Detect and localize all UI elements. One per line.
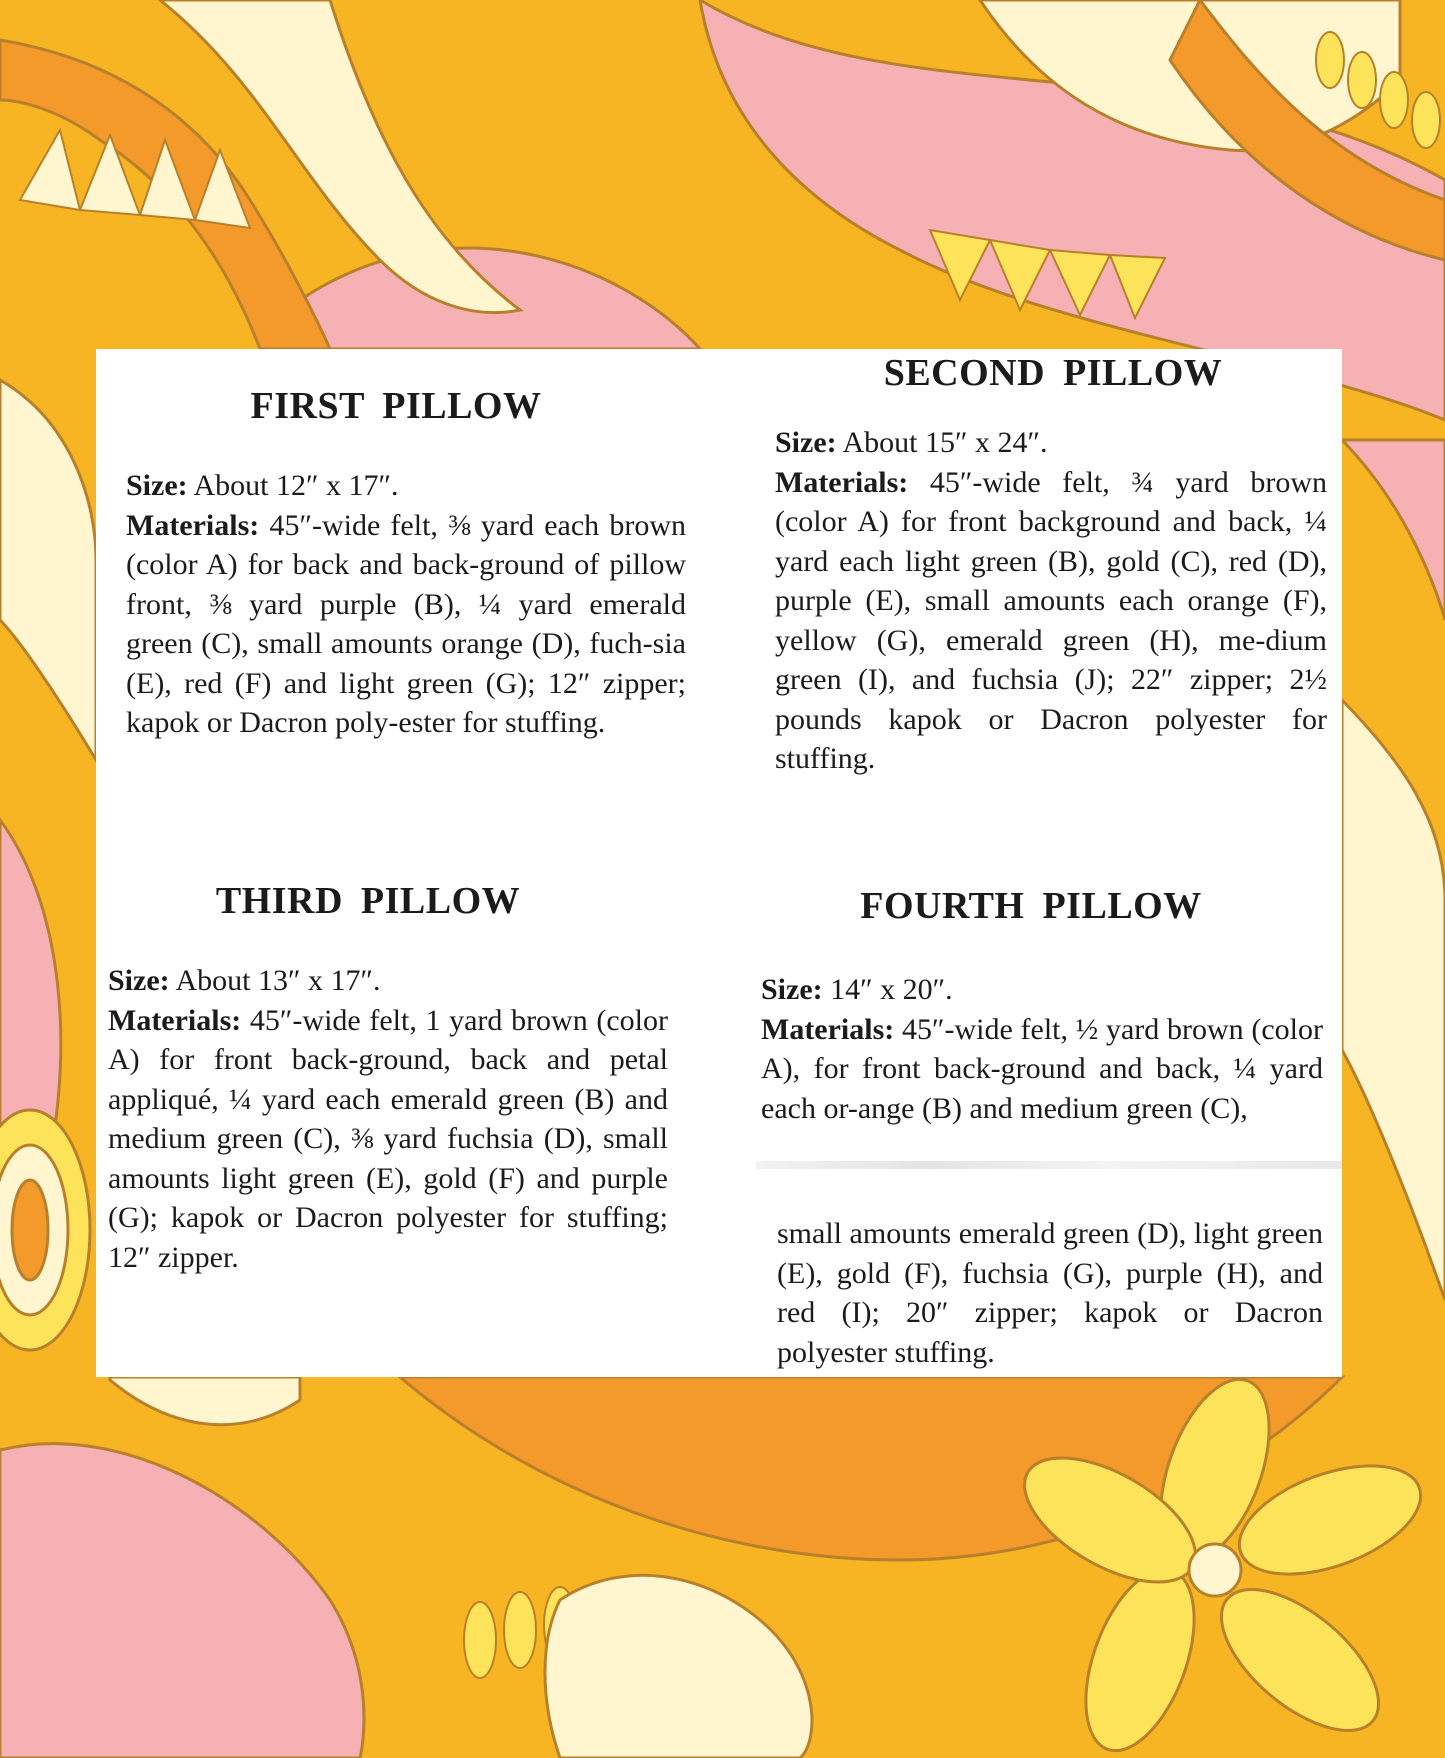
- materials-value: 45″-wide felt, ⅜ yard each brown (color A) for back and back-ground of pillow front, ⅜ yard purple (B), ¼ yard emerald green (C), small amounts orange (D), fuch-sia (E), red (F) and light green (G); 12″ zipper; kapok or Dacron poly-ester for stuffing.: [126, 508, 686, 739]
- materials-value: 45″-wide felt, ½ yard brown (color A), for front back-ground and back, ¼ yard each or-ange (B) and medium green (C),: [761, 1012, 1323, 1125]
- third-pillow-details: [108, 961, 668, 1277]
- second-pillow-title: SECOND PILLOW: [883, 352, 1223, 394]
- second-pillow-details: [775, 423, 1327, 779]
- third-pillow-title: THIRD PILLOW: [215, 880, 521, 922]
- size-label: Size:: [108, 964, 170, 997]
- materials-value: 45″-wide felt, 1 yard brown (color A) for front back-ground, back and petal appliqué, ¼ yard each emerald green (B) and medium green (C), ⅜ yard fuchsia (D), small amounts light green (E), gold (F) and purple (G); kapok or Dacron polyester for stuffing; 12″ zipper.: [108, 1003, 668, 1274]
- first-pillow-details: [126, 466, 686, 743]
- size-label: Size:: [761, 973, 823, 1006]
- first-pillow-title: FIRST PILLOW: [250, 385, 542, 427]
- fourth-pillow-materials-continued: small amounts emerald green (D), light green (E), gold (F), fuchsia (G), purple (H), and red (I); 20″ zipper; kapok or Dacron polyester stuffing.: [777, 1217, 1323, 1369]
- materials-value: 45″-wide felt, ¾ yard brown (color A) for front background and back, ¼ yard each light green (B), gold (C), red (D), purple (E), small amounts each orange (F), yellow (G), emerald green (H), me-dium green (I), and fuchsia (J); 22″ zipper; 2½ pounds kapok or Dacron polyester for stuffing.: [775, 465, 1327, 775]
- first-pillow-section: [126, 384, 686, 743]
- third-pillow-section: [108, 879, 668, 1277]
- size-value: About 13″ x 17″.: [169, 964, 381, 997]
- scan-seam-divider: [756, 1161, 1342, 1169]
- materials-label: Materials:: [108, 1003, 242, 1037]
- size-value: About 12″ x 17″.: [187, 469, 399, 502]
- fourth-pillow-details: [761, 970, 1323, 1128]
- materials-label: Materials:: [126, 508, 260, 542]
- materials-label: Materials:: [761, 1012, 895, 1046]
- size-value: 14″ x 20″.: [822, 973, 953, 1006]
- size-label: Size:: [775, 426, 837, 459]
- size-value: About 15″ x 24″.: [836, 426, 1048, 459]
- fourth-pillow-title: FOURTH PILLOW: [860, 885, 1202, 927]
- fourth-pillow-section: [761, 884, 1323, 1369]
- size-label: Size:: [126, 469, 188, 502]
- second-pillow-section: [775, 351, 1327, 779]
- pillow-instructions-panel: [96, 349, 1342, 1377]
- materials-label: Materials:: [775, 465, 909, 499]
